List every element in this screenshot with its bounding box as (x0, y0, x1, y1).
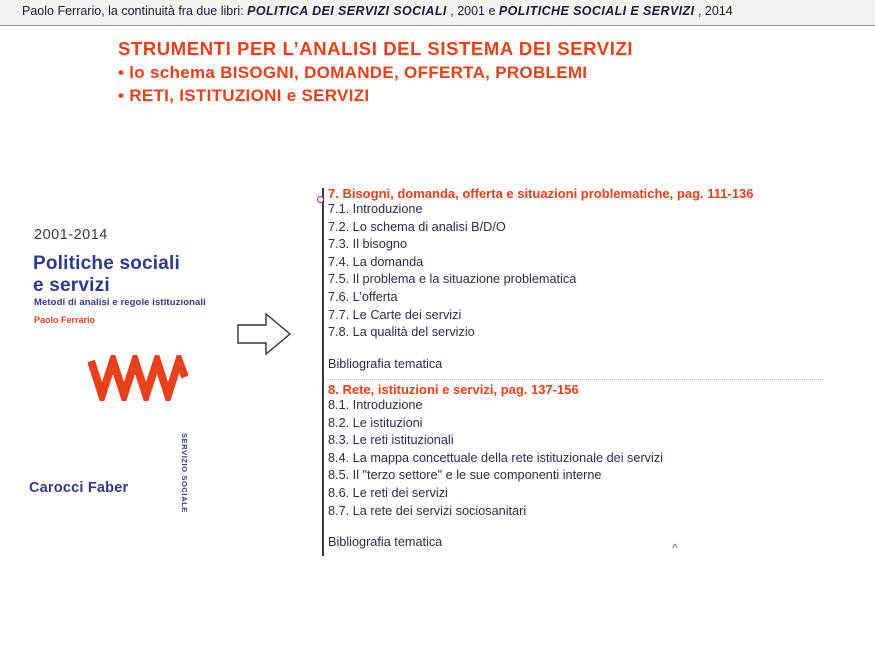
toc-section-7-pages: pag. 111-136 (676, 186, 754, 201)
list-item: 7.1. Introduzione (328, 202, 423, 216)
toc-section-7 (322, 186, 754, 373)
list-item: 8.5. Il "terzo settore" e le sue componenti interne (328, 468, 602, 483)
header-citation (22, 4, 733, 18)
list-item: 8.4. La mappa concettuale della rete istituzionale dei servizi (328, 450, 664, 465)
page-title (118, 38, 633, 106)
header-author-intro: Paolo Ferrario, la continuità fra due libri: (22, 4, 244, 18)
toc-section-8-bibliography: Bibliografia tematica (328, 535, 443, 550)
list-item: 8.6. Le reti dei servizi (328, 485, 448, 500)
book-cover-spine-label: SERVIZIO SOCIALE (180, 433, 189, 513)
header-book-b-title: POLITICHE SOCIALI E SERVIZI (498, 4, 695, 18)
toc-section-8 (322, 382, 663, 552)
toc-section-7-title: 7. Bisogni, domanda, offerta e situazioni problematiche, (328, 186, 674, 201)
list-item: 7.6. L’offerta (328, 289, 398, 304)
book-cover-author: Paolo Ferrario (34, 315, 96, 325)
toc-section-divider (326, 379, 823, 380)
list-item: 8.7. La rete dei servizi sociosanitari (328, 503, 527, 518)
toc-section-7-heading (322, 186, 754, 201)
toc-section-8-title: 8. Rete, istituzioni e servizi, (328, 382, 498, 397)
toc-section-8-heading (322, 382, 663, 397)
header-book-a-year: , 2001 e (450, 4, 496, 18)
book-cover-years: 2001-2014 (34, 227, 108, 243)
toc-section-8-pages: pag. 137-156 (500, 382, 579, 397)
toc-section-7-bibliography: Bibliografia tematica (328, 356, 443, 371)
list-item: 7.7. Le Carte dei servizi (328, 307, 462, 322)
page-title-line-3: • RETI, ISTITUZIONI e SERVIZI (118, 86, 370, 105)
book-cover-title-line-1: Politiche sociali (33, 253, 181, 274)
list-item: 8.1. Introduzione (328, 398, 423, 412)
book-cover-title-line-2: e servizi (33, 275, 110, 296)
page-title-line-2: • lo schema BISOGNI, DOMANDE, OFFERTA, PROBLEMI (118, 63, 588, 82)
slide-header (0, 0, 875, 26)
book-cover-publisher: Carocci Faber (29, 480, 129, 496)
zigzag-squiggle-icon (88, 355, 188, 406)
list-item: 8.3. Le reti istituzionali (328, 433, 454, 448)
caret-marker: ^ (672, 541, 678, 555)
header-book-a-title: POLITICA DEI SERVIZI SOCIALI (247, 4, 447, 18)
spacer (322, 520, 663, 534)
right-arrow-icon (236, 312, 292, 361)
list-item: 7.4. La domanda (328, 254, 424, 269)
book-cover (20, 205, 220, 565)
page-title-line-1: STRUMENTI PER L’ANALISI DEL SISTEMA DEI SERVIZI (118, 38, 634, 59)
list-item: 8.2. Le istituzioni (328, 415, 423, 430)
list-item: 7.5. Il problema e la situazione problematica (328, 272, 577, 287)
book-cover-subtitle: Metodi di analisi e regole istituzionali (34, 297, 206, 308)
spacer (322, 342, 754, 356)
list-item: 7.2. Lo schema di analisi B/D/O (328, 219, 506, 234)
list-item: 7.8. La qualità del servizio (328, 325, 475, 340)
book-cover-title (33, 253, 180, 297)
header-book-b-year: , 2014 (697, 4, 733, 18)
list-item: 7.3. Il bisogno (328, 237, 407, 252)
